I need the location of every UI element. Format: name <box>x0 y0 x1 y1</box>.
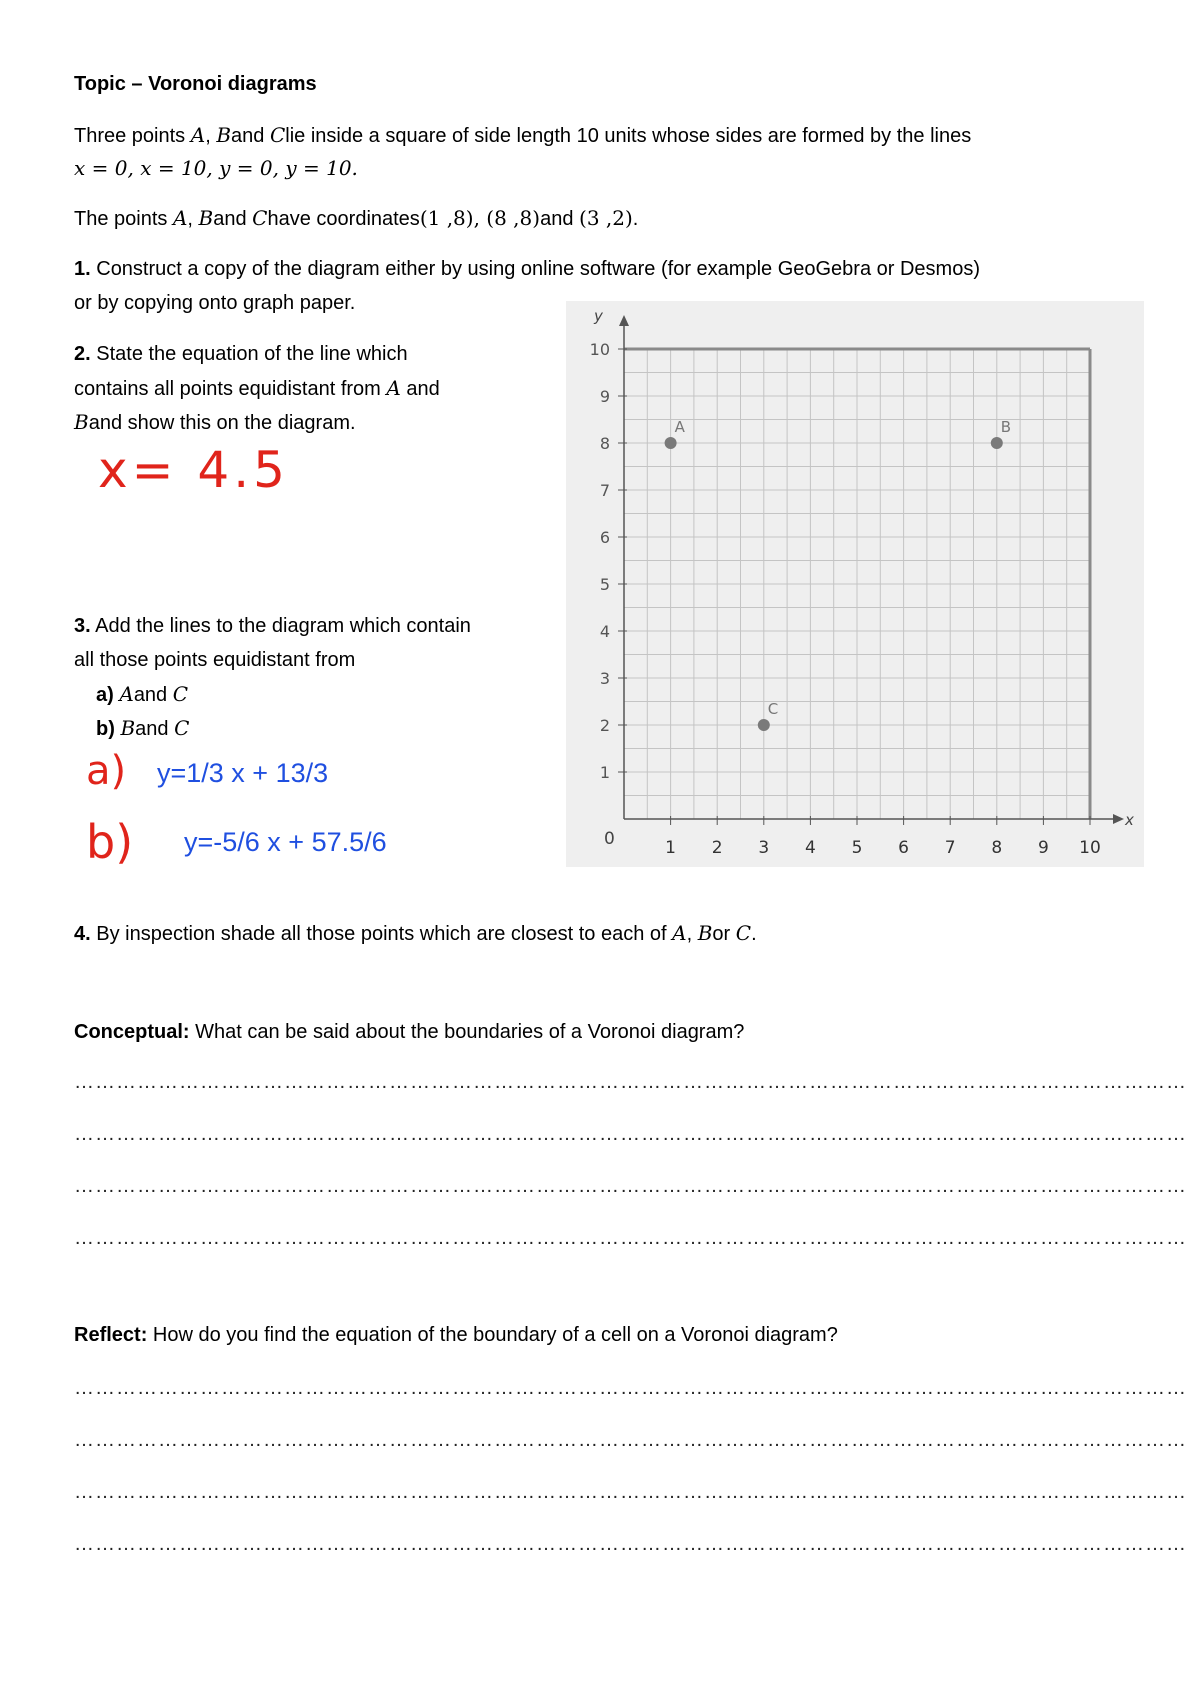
x-tick-label: 2 <box>711 838 723 858</box>
question-3-text: Add the lines to the diagram which contain <box>90 615 471 637</box>
question-1-text: Construct a copy of the diagram either by using online software (for example GeoGebra or Desmos) <box>90 258 980 280</box>
point-a-symbol: A <box>190 123 206 147</box>
x-tick-label: 4 <box>804 838 816 858</box>
x-tick-label: 7 <box>944 838 956 858</box>
conceptual-text: What can be said about the boundaries of a Voronoi diagram? <box>189 1021 745 1043</box>
comma: , <box>187 208 199 230</box>
question-4 <box>74 918 757 949</box>
question-2-line-1 <box>74 339 408 369</box>
answer-line[interactable]: …………………………………………………………………………………………………………………………………………… <box>74 1533 1187 1555</box>
y-tick-label: 3 <box>599 669 610 688</box>
y-tick-label: 6 <box>599 528 610 547</box>
period: . <box>751 923 757 945</box>
coords-values: (1 ,8), (8 ,8) <box>419 206 541 230</box>
point-b-symbol: B <box>198 206 214 230</box>
point-c-symbol: C <box>735 921 752 945</box>
point-b-marker <box>991 437 1003 449</box>
answer-line[interactable]: …………………………………………………………………………………………………………………………………………… <box>74 1377 1187 1399</box>
question-2-number: 2. <box>74 343 91 365</box>
origin-label: 0 <box>604 829 615 849</box>
y-tick-label: 5 <box>599 575 610 594</box>
comma: , <box>205 125 217 147</box>
answer-line[interactable]: …………………………………………………………………………………………………………………………………………… <box>74 1175 1187 1197</box>
x-tick-label: 8 <box>991 838 1003 858</box>
y-axis-label: y <box>594 307 603 325</box>
y-tick-label: 9 <box>599 387 610 406</box>
question-1-number: 1. <box>74 258 91 280</box>
intro-text: Three points <box>74 125 191 147</box>
coordinates-line <box>74 203 638 234</box>
question-2-text-2: contains all points equidistant from <box>74 378 387 400</box>
intro-line-2: x = 0, x = 10, y = 0, y = 10. <box>74 156 358 180</box>
answer-line[interactable]: …………………………………………………………………………………………………………………………………………… <box>74 1123 1187 1145</box>
question-2-line-3 <box>74 407 356 438</box>
point-a-label: A <box>674 418 685 436</box>
intro-line-1 <box>74 120 971 151</box>
point-c-marker <box>758 719 770 731</box>
x-tick-label: 6 <box>898 838 910 858</box>
answer-line[interactable]: …………………………………………………………………………………………………………………………………………… <box>74 1481 1187 1503</box>
comma: , <box>686 923 698 945</box>
topic-title: Topic – Voronoi diagrams <box>74 73 317 95</box>
part-a-label: a) <box>96 684 114 706</box>
point-a-marker <box>665 437 677 449</box>
answer-3b-mark: b) <box>86 815 134 869</box>
question-3-part-b <box>96 713 189 744</box>
and-word: and <box>135 718 175 740</box>
point-b-symbol: B <box>74 410 89 434</box>
answer-2-handwritten: x= 4.5 <box>98 441 289 499</box>
and-word: and <box>540 208 580 230</box>
coords-value-c: (3 ,2) <box>579 206 633 230</box>
conceptual-question <box>74 1017 744 1047</box>
point-c-symbol: C <box>172 682 189 706</box>
answer-line[interactable]: …………………………………………………………………………………………………………………………………………… <box>74 1071 1187 1093</box>
reflect-label: Reflect: <box>74 1324 148 1346</box>
point-a-symbol: A <box>386 376 401 400</box>
y-axis-arrow-icon <box>619 315 629 326</box>
point-a-symbol: A <box>119 682 134 706</box>
and-word: and <box>231 125 270 147</box>
y-tick-label: 4 <box>599 622 610 641</box>
y-tick-label: 1 <box>599 763 610 782</box>
y-tick-label: 7 <box>599 481 610 500</box>
conceptual-label: Conceptual: <box>74 1021 190 1043</box>
point-a-symbol: A <box>672 921 687 945</box>
coords-text: The points <box>74 208 173 230</box>
intro-text-end: lie inside a square of side length 10 units whose sides are formed by the lines <box>285 125 972 147</box>
and-word: and <box>133 684 173 706</box>
question-3-line-1 <box>74 611 471 641</box>
question-3-part-a <box>96 679 188 710</box>
period: . <box>632 208 639 230</box>
reflect-text: How do you find the equation of the boundary of a cell on a Voronoi diagram? <box>147 1324 838 1346</box>
question-3-line-2: all those points equidistant from <box>74 649 356 671</box>
point-b-label: B <box>1000 418 1012 436</box>
x-tick-label: 3 <box>758 838 770 858</box>
x-tick-label: 9 <box>1037 838 1049 858</box>
answer-3a-text: y=1/3 x + 13/3 <box>157 758 329 788</box>
question-3-number: 3. <box>74 615 91 637</box>
question-4-number: 4. <box>74 923 91 945</box>
question-2-text-3: and show this on the diagram. <box>88 412 356 434</box>
point-c-symbol: C <box>269 123 286 147</box>
and-word: and <box>400 378 440 400</box>
graph-svg <box>566 301 1144 867</box>
point-c-symbol: C <box>174 716 190 740</box>
answer-line[interactable]: …………………………………………………………………………………………………………………………………………… <box>74 1429 1187 1451</box>
point-c-symbol: C <box>252 206 268 230</box>
point-a-symbol: A <box>172 206 188 230</box>
answer-3b-text: y=-5/6 x + 57.5/6 <box>184 827 387 857</box>
x-tick-label: 10 <box>1079 838 1101 858</box>
point-b-symbol: B <box>216 123 232 147</box>
x-axis-label: x <box>1125 811 1134 829</box>
answer-line[interactable]: …………………………………………………………………………………………………………………………………………… <box>74 1227 1187 1249</box>
point-b-symbol: B <box>697 921 713 945</box>
or-word: or <box>712 923 736 945</box>
point-c-label: C <box>767 700 779 718</box>
and-word: and <box>213 208 253 230</box>
answer-3a-mark: a) <box>86 748 127 794</box>
x-axis-arrow-icon <box>1113 814 1124 824</box>
part-b-label: b) <box>96 718 115 740</box>
y-tick-label: 10 <box>589 340 610 359</box>
question-4-text: By inspection shade all those points which are closest to each of <box>90 923 673 945</box>
y-tick-label: 8 <box>599 434 610 453</box>
x-tick-label: 1 <box>665 838 677 858</box>
y-tick-label: 2 <box>599 716 610 735</box>
question-2-line-2 <box>74 373 440 404</box>
coords-text-2: have coordinates <box>267 208 420 230</box>
question-1-line-2: or by copying onto graph paper. <box>74 292 356 314</box>
point-b-symbol: B <box>120 716 136 740</box>
voronoi-graph <box>566 301 1144 867</box>
question-1-line-1 <box>74 254 980 284</box>
question-2-text: State the equation of the line which <box>90 343 408 365</box>
x-tick-label: 5 <box>851 838 863 858</box>
reflect-question <box>74 1320 838 1350</box>
